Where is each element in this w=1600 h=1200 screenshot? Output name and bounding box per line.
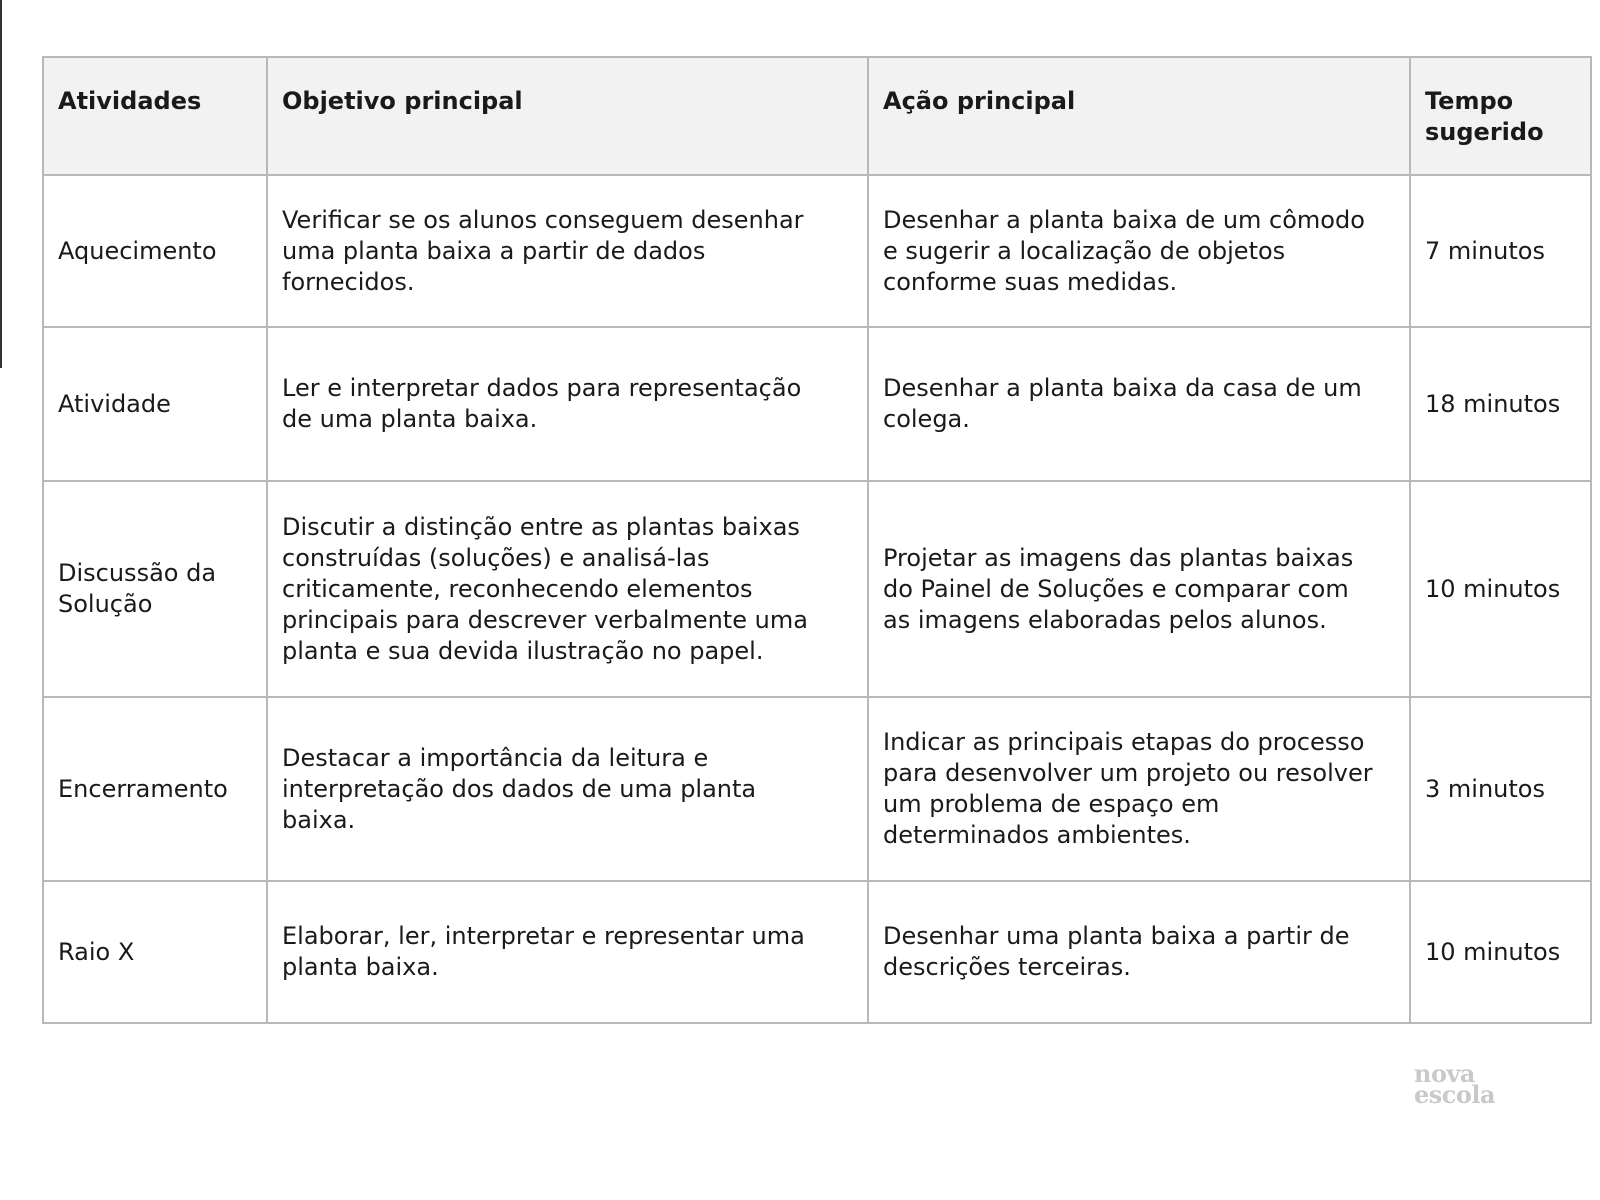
table-row [43,327,1591,481]
cell-objective: Verificar se os alunos conseguem desenhar uma planta baixa a partir de dados fornecidos. [267,175,868,327]
cell-activity: Aquecimento [43,175,267,327]
cell-activity: Encerramento [43,697,267,881]
cell-objective: Destacar a importância da leitura e interpretação dos dados de uma planta baixa. [267,697,868,881]
cell-activity: Atividade [43,327,267,481]
cell-action: Projetar as imagens das plantas baixas do Painel de Soluções e comparar com as imagens elaboradas pelos alunos. [868,481,1410,697]
header-tempo: Tempo sugerido [1410,57,1591,175]
cell-objective: Discutir a distinção entre as plantas baixas construídas (soluções) e analisá-las criticamente, reconhecendo elementos principais para descrever verbalmente uma planta e sua devida ilustração no papel. [267,481,868,697]
cell-action: Desenhar uma planta baixa a partir de descrições terceiras. [868,881,1410,1023]
cell-action: Desenhar a planta baixa de um cômodo e sugerir a localização de objetos conforme suas medidas. [868,175,1410,327]
table-row [43,881,1591,1023]
table-row [43,697,1591,881]
logo-line-escola: escola [1414,1080,1496,1109]
header-objetivo: Objetivo principal [267,57,868,175]
cell-time: 10 minutos [1410,481,1591,697]
header-acao: Ação principal [868,57,1410,175]
cell-time: 3 minutos [1410,697,1591,881]
activities-table [42,56,1592,1024]
cell-objective: Ler e interpretar dados para representação de uma planta baixa. [267,327,868,481]
nova-escola-logo [1414,1059,1496,1109]
cell-action: Desenhar a planta baixa da casa de um colega. [868,327,1410,481]
cell-objective: Elaborar, ler, interpretar e representar uma planta baixa. [267,881,868,1023]
logo-line-nova: nova [1414,1059,1475,1088]
table-row [43,481,1591,697]
cell-time: 10 minutos [1410,881,1591,1023]
cell-action: Indicar as principais etapas do processo para desenvolver um projeto ou resolver um problema de espaço em determinados ambientes. [868,697,1410,881]
table-row [43,175,1591,327]
left-edge-divider [0,0,2,368]
cell-activity: Discussão da Solução [43,481,267,697]
table-header-row [43,57,1591,175]
cell-activity: Raio X [43,881,267,1023]
header-atividades: Atividades [43,57,267,175]
cell-time: 18 minutos [1410,327,1591,481]
cell-time: 7 minutos [1410,175,1591,327]
